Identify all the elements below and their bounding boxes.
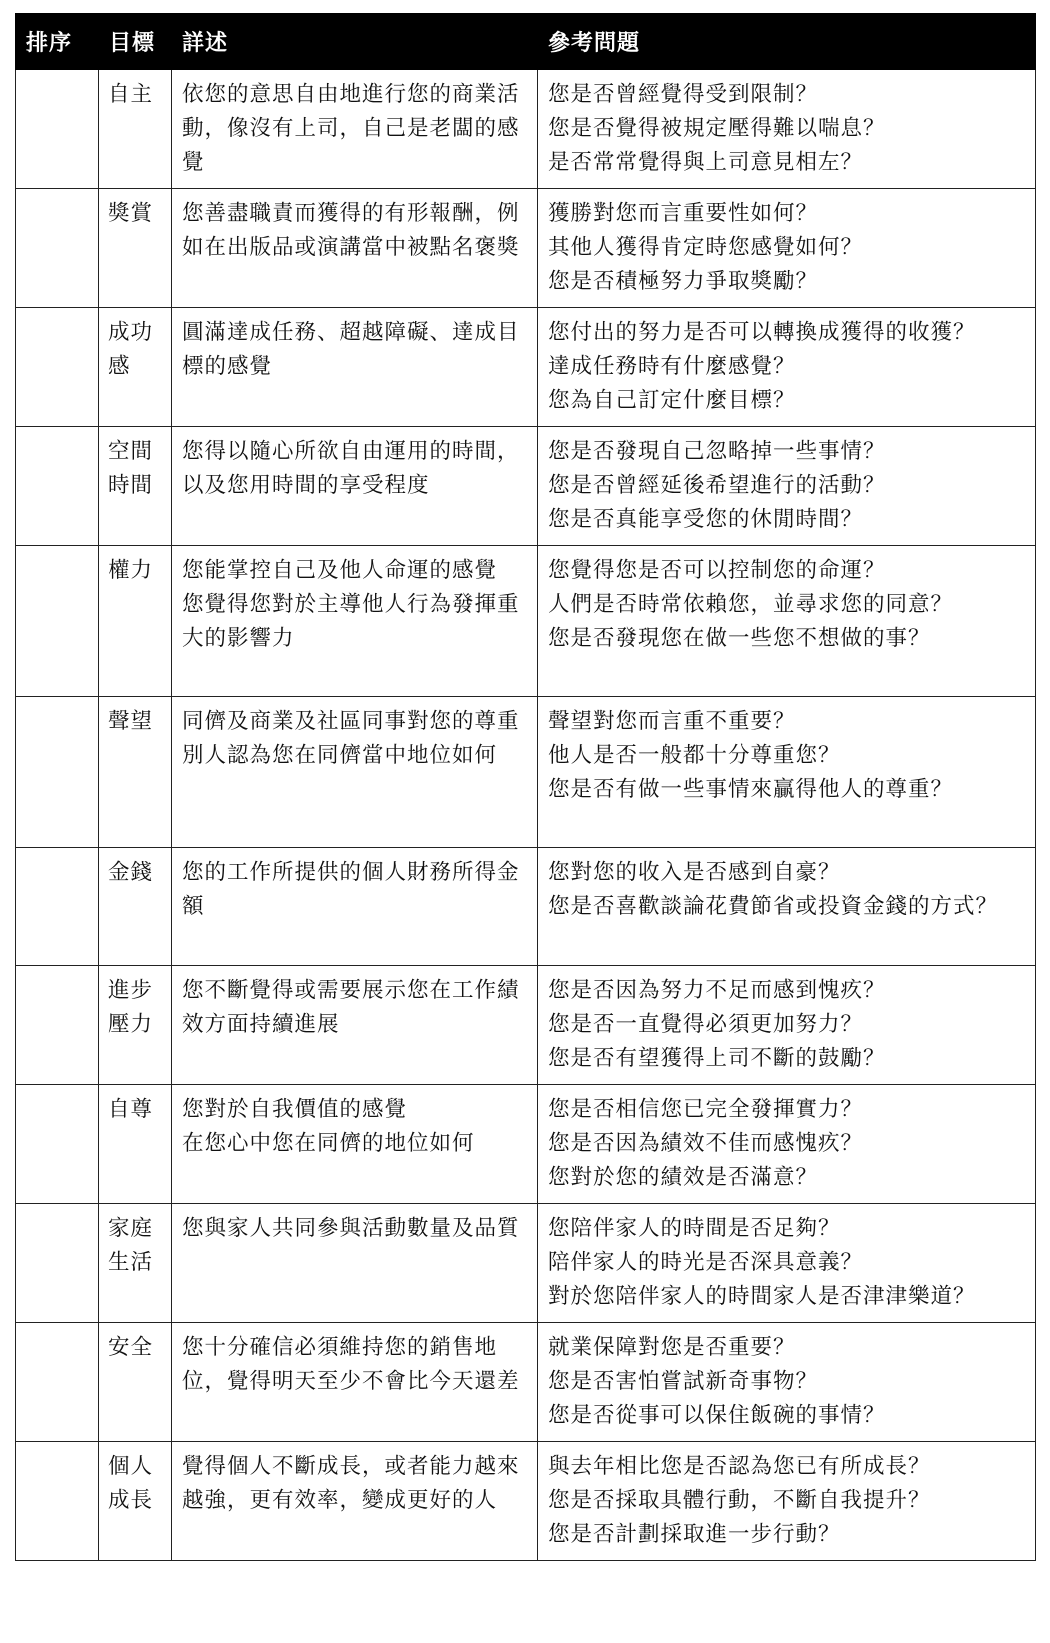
goal-cell: 安全 [99,1323,172,1442]
table-row [16,70,1036,189]
rank-cell [16,308,99,427]
questions-cell: 聲望對您而言重不重要？ 他人是否一般都十分尊重您？ 您是否有做一些事情來贏得他人的尊重？ [538,697,1036,848]
detail-cell: 您十分確信必須維持您的銷售地位，覺得明天至少不會比今天還差 [172,1323,538,1442]
detail-cell: 依您的意思自由地進行您的商業活動，像沒有上司，自己是老闆的感覺 [172,70,538,189]
rank-cell [16,1085,99,1204]
detail-cell: 您得以隨心所欲自由運用的時間，以及您用時間的享受程度 [172,427,538,546]
detail-cell: 您能掌控自己及他人命運的感覺 您覺得您對於主導他人行為發揮重大的影響力 [172,546,538,697]
questions-cell: 您付出的努力是否可以轉換成獲得的收獲？ 達成任務時有什麼感覺？ 您為自己訂定什麼目標？ [538,308,1036,427]
goal-cell: 空間時間 [99,427,172,546]
goal-cell: 家庭生活 [99,1204,172,1323]
goal-cell: 自尊 [99,1085,172,1204]
rank-cell [16,1204,99,1323]
goal-cell: 獎賞 [99,189,172,308]
header-row [16,14,1036,70]
questions-cell: 您是否相信您已完全發揮實力？ 您是否因為績效不佳而感愧疚？ 您對於您的績效是否滿意？ [538,1085,1036,1204]
questions-cell: 您覺得您是否可以控制您的命運？ 人們是否時常依賴您，並尋求您的同意？ 您是否發現您在做一些您不想做的事？ [538,546,1036,697]
goals-table [15,13,1036,1561]
table-row [16,546,1036,697]
questions-cell: 您是否曾經覺得受到限制？ 您是否覺得被規定壓得難以喘息？ 是否常常覺得與上司意見相左？ [538,70,1036,189]
rank-cell [16,1442,99,1561]
detail-cell: 覺得個人不斷成長，或者能力越來越強，更有效率，變成更好的人 [172,1442,538,1561]
questions-cell: 您是否因為努力不足而感到愧疚？ 您是否一直覺得必須更加努力？ 您是否有望獲得上司不斷的鼓勵？ [538,966,1036,1085]
rank-cell [16,697,99,848]
table-row [16,189,1036,308]
rank-cell [16,70,99,189]
rank-cell [16,848,99,966]
table-row [16,427,1036,546]
table-row [16,1323,1036,1442]
goal-cell: 權力 [99,546,172,697]
detail-cell: 您善盡職責而獲得的有形報酬，例如在出版品或演講當中被點名褒獎 [172,189,538,308]
goal-cell: 金錢 [99,848,172,966]
detail-cell: 您的工作所提供的個人財務所得金額 [172,848,538,966]
questions-cell: 就業保障對您是否重要？ 您是否害怕嘗試新奇事物？ 您是否從事可以保住飯碗的事情？ [538,1323,1036,1442]
table-row [16,848,1036,966]
questions-cell: 與去年相比您是否認為您已有所成長？ 您是否採取具體行動，不斷自我提升？ 您是否計劃採取進一步行動？ [538,1442,1036,1561]
header-detail: 詳述 [172,14,538,70]
detail-cell: 您不斷覺得或需要展示您在工作績效方面持續進展 [172,966,538,1085]
table-row [16,697,1036,848]
goal-cell: 個人成長 [99,1442,172,1561]
detail-cell: 您對於自我價值的感覺 在您心中您在同儕的地位如何 [172,1085,538,1204]
goal-cell: 進步壓力 [99,966,172,1085]
goal-cell: 自主 [99,70,172,189]
questions-cell: 您陪伴家人的時間是否足夠？ 陪伴家人的時光是否深具意義？ 對於您陪伴家人的時間家人是否津津樂道？ [538,1204,1036,1323]
table-row [16,1442,1036,1561]
rank-cell [16,1323,99,1442]
detail-cell: 圓滿達成任務、超越障礙、達成目標的感覺 [172,308,538,427]
rank-cell [16,189,99,308]
rank-cell [16,546,99,697]
detail-cell: 同儕及商業及社區同事對您的尊重 別人認為您在同儕當中地位如何 [172,697,538,848]
table-row [16,1204,1036,1323]
goal-cell: 聲望 [99,697,172,848]
table-row [16,1085,1036,1204]
goal-cell: 成功感 [99,308,172,427]
questions-cell: 您對您的收入是否感到自豪？ 您是否喜歡談論花費節省或投資金錢的方式？ [538,848,1036,966]
questions-cell: 您是否發現自己忽略掉一些事情？ 您是否曾經延後希望進行的活動？ 您是否真能享受您的休閒時間？ [538,427,1036,546]
rank-cell [16,427,99,546]
header-questions: 參考問題 [538,14,1036,70]
header-rank: 排序 [16,14,99,70]
detail-cell: 您與家人共同參與活動數量及品質 [172,1204,538,1323]
table-row [16,966,1036,1085]
rank-cell [16,966,99,1085]
header-goal: 目標 [99,14,172,70]
goals-table-container [15,13,1035,1561]
table-row [16,308,1036,427]
questions-cell: 獲勝對您而言重要性如何？ 其他人獲得肯定時您感覺如何？ 您是否積極努力爭取獎勵？ [538,189,1036,308]
